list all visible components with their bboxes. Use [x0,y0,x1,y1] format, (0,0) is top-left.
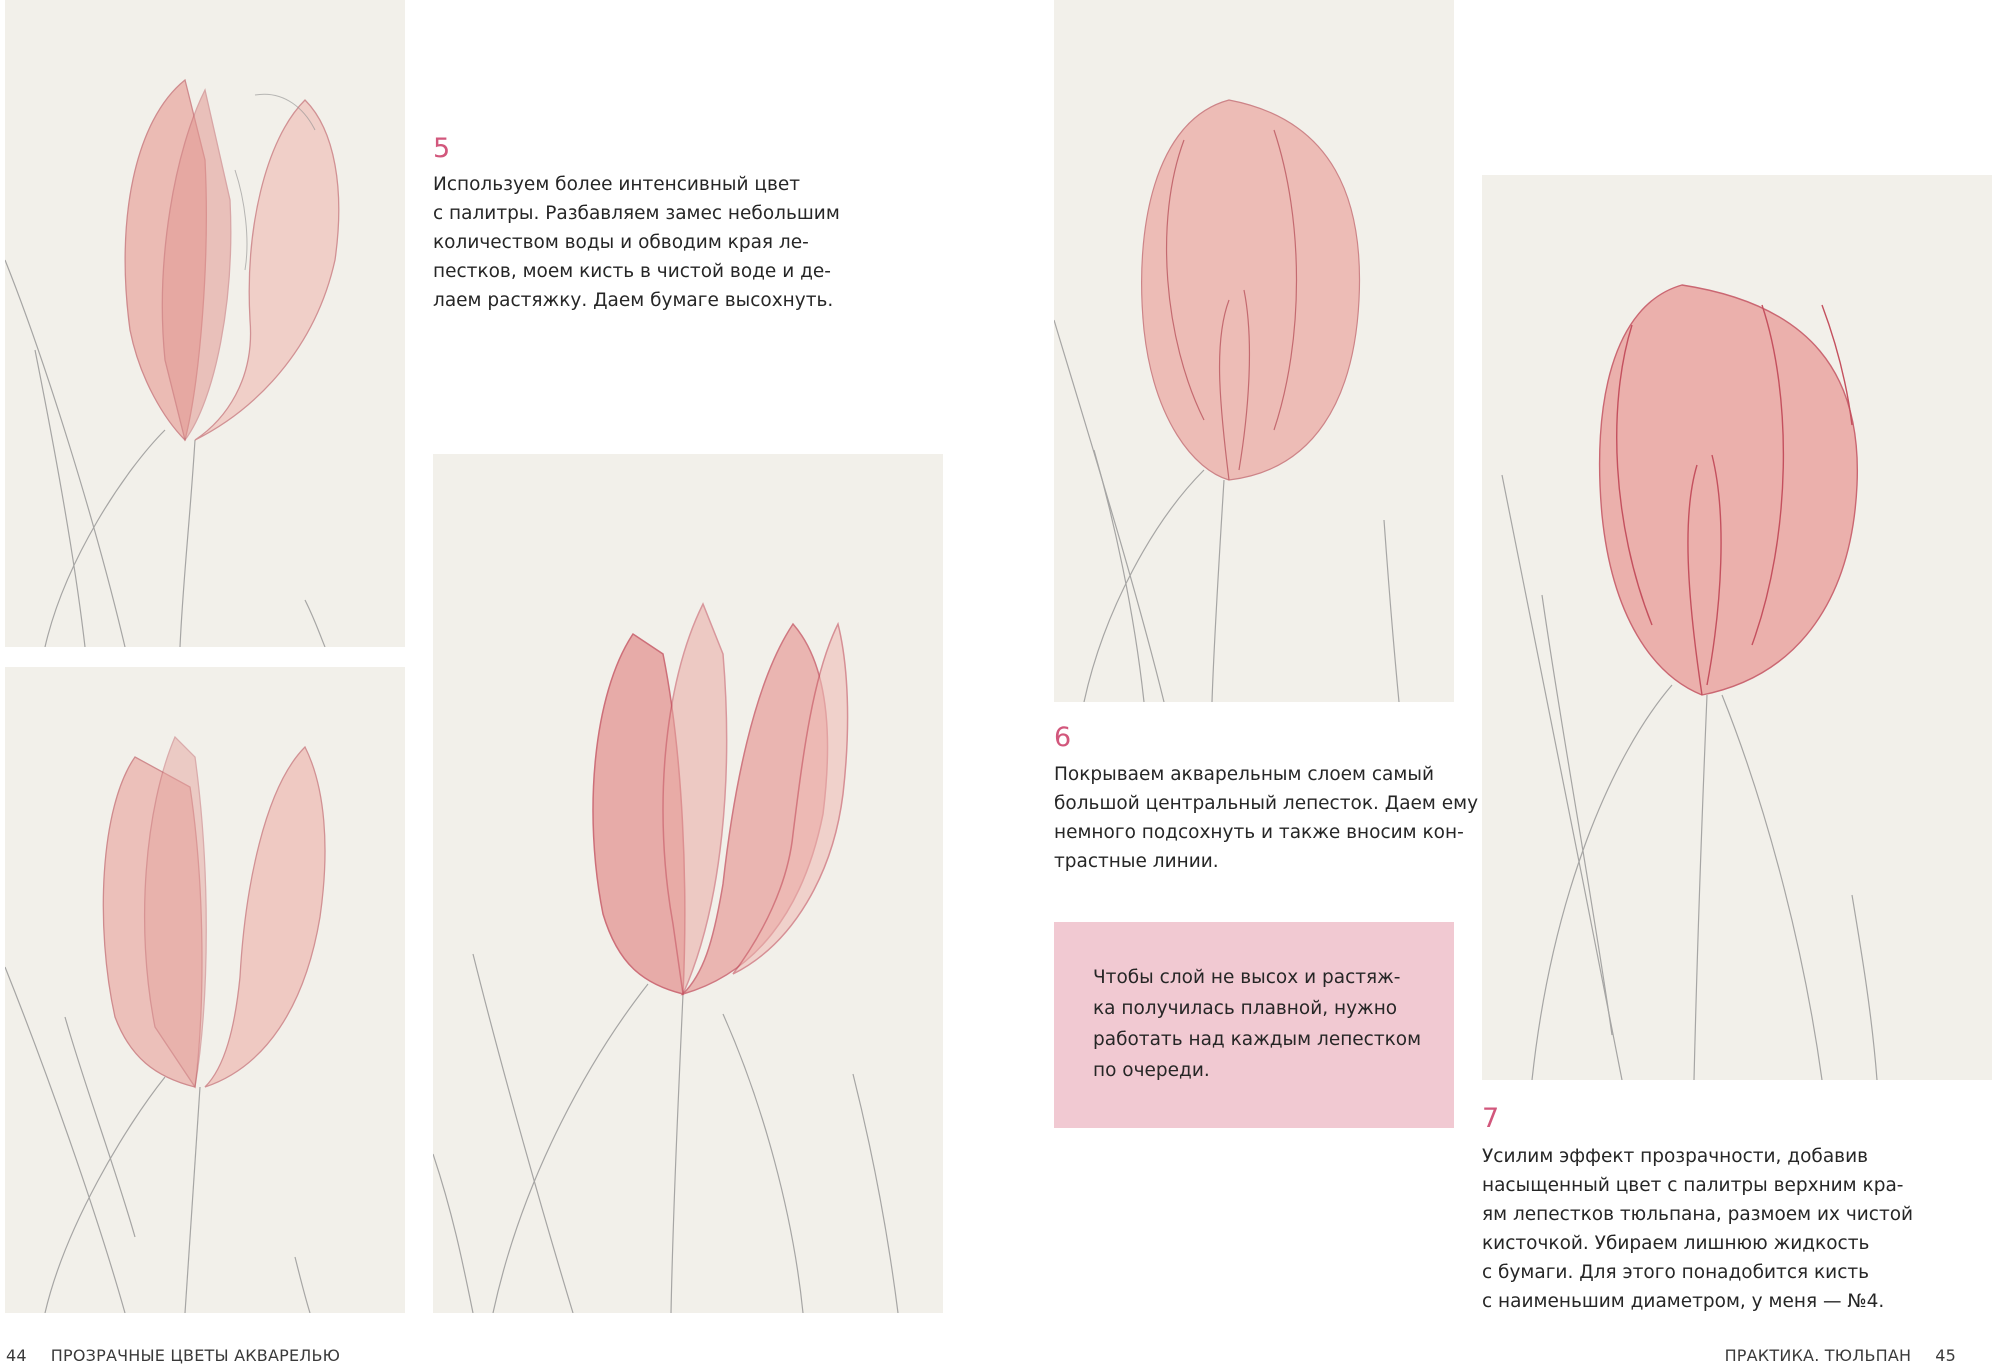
tip-line: Чтобы слой не высох и растяж- [1093,967,1401,988]
step-6-line: большой центральный лепесток. Даем ему [1054,793,1479,814]
step-5-line: с палитры. Разбавляем замес небольшим [433,203,840,224]
step-5-text [433,170,840,315]
step-6-number: 6 [1054,722,1072,753]
step-5-line: пестков, моем кисть в чистой воде и де- [433,261,831,282]
step-7-number: 7 [1482,1103,1500,1134]
page-number-left: 44 [6,1346,27,1365]
tip-text [1093,962,1421,1086]
tulip-illustration-5 [1482,175,1992,1080]
step-5-line: Используем более интенсивный цвет [433,174,801,195]
tip-box [1054,922,1454,1128]
tip-line: по очереди. [1093,1060,1210,1081]
tulip-illustration-1 [5,0,405,647]
step-6-line: Покрываем акварельным слоем самый [1054,764,1434,785]
step-5-line: лаем растяжку. Даем бумаге высохнуть. [433,290,834,311]
section-title: ПРАКТИКА. ТЮЛЬПАН [1724,1346,1912,1365]
tip-line: ка получилась плавной, нужно [1093,998,1398,1019]
step-7-line: кисточкой. Убираем лишнюю жидкость [1482,1233,1870,1254]
step-7-line: насыщенный цвет с палитры верхним кра- [1482,1175,1904,1196]
step-6-line: трастные линии. [1054,851,1219,872]
tip-line: работать над каждым лепестком [1093,1029,1422,1050]
step-7-line: с бумаги. Для этого понадобится кисть [1482,1262,1870,1283]
tulip-illustration-3 [433,454,943,1313]
tulip-illustration-2 [5,667,405,1313]
step-7-text [1482,1142,1913,1316]
step-7-line: с наименьшим диаметром, у меня — №4. [1482,1291,1885,1312]
page-number-right: 45 [1935,1346,1956,1365]
step-5-line: количеством воды и обводим края ле- [433,232,809,253]
tulip-illustration-4 [1054,0,1454,702]
step-7-line: ям лепестков тюльпана, размоем их чистой [1482,1204,1914,1225]
step-6-text [1054,760,1478,876]
book-title: ПРОЗРАЧНЫЕ ЦВЕТЫ АКВАРЕЛЬЮ [50,1346,341,1365]
step-5-number: 5 [433,133,451,164]
footer-left [6,1346,340,1365]
step-7-line: Усилим эффект прозрачности, добавив [1482,1146,1868,1167]
footer-right [1725,1346,1956,1365]
step-6-line: немного подсохнуть и также вносим кон- [1054,822,1464,843]
